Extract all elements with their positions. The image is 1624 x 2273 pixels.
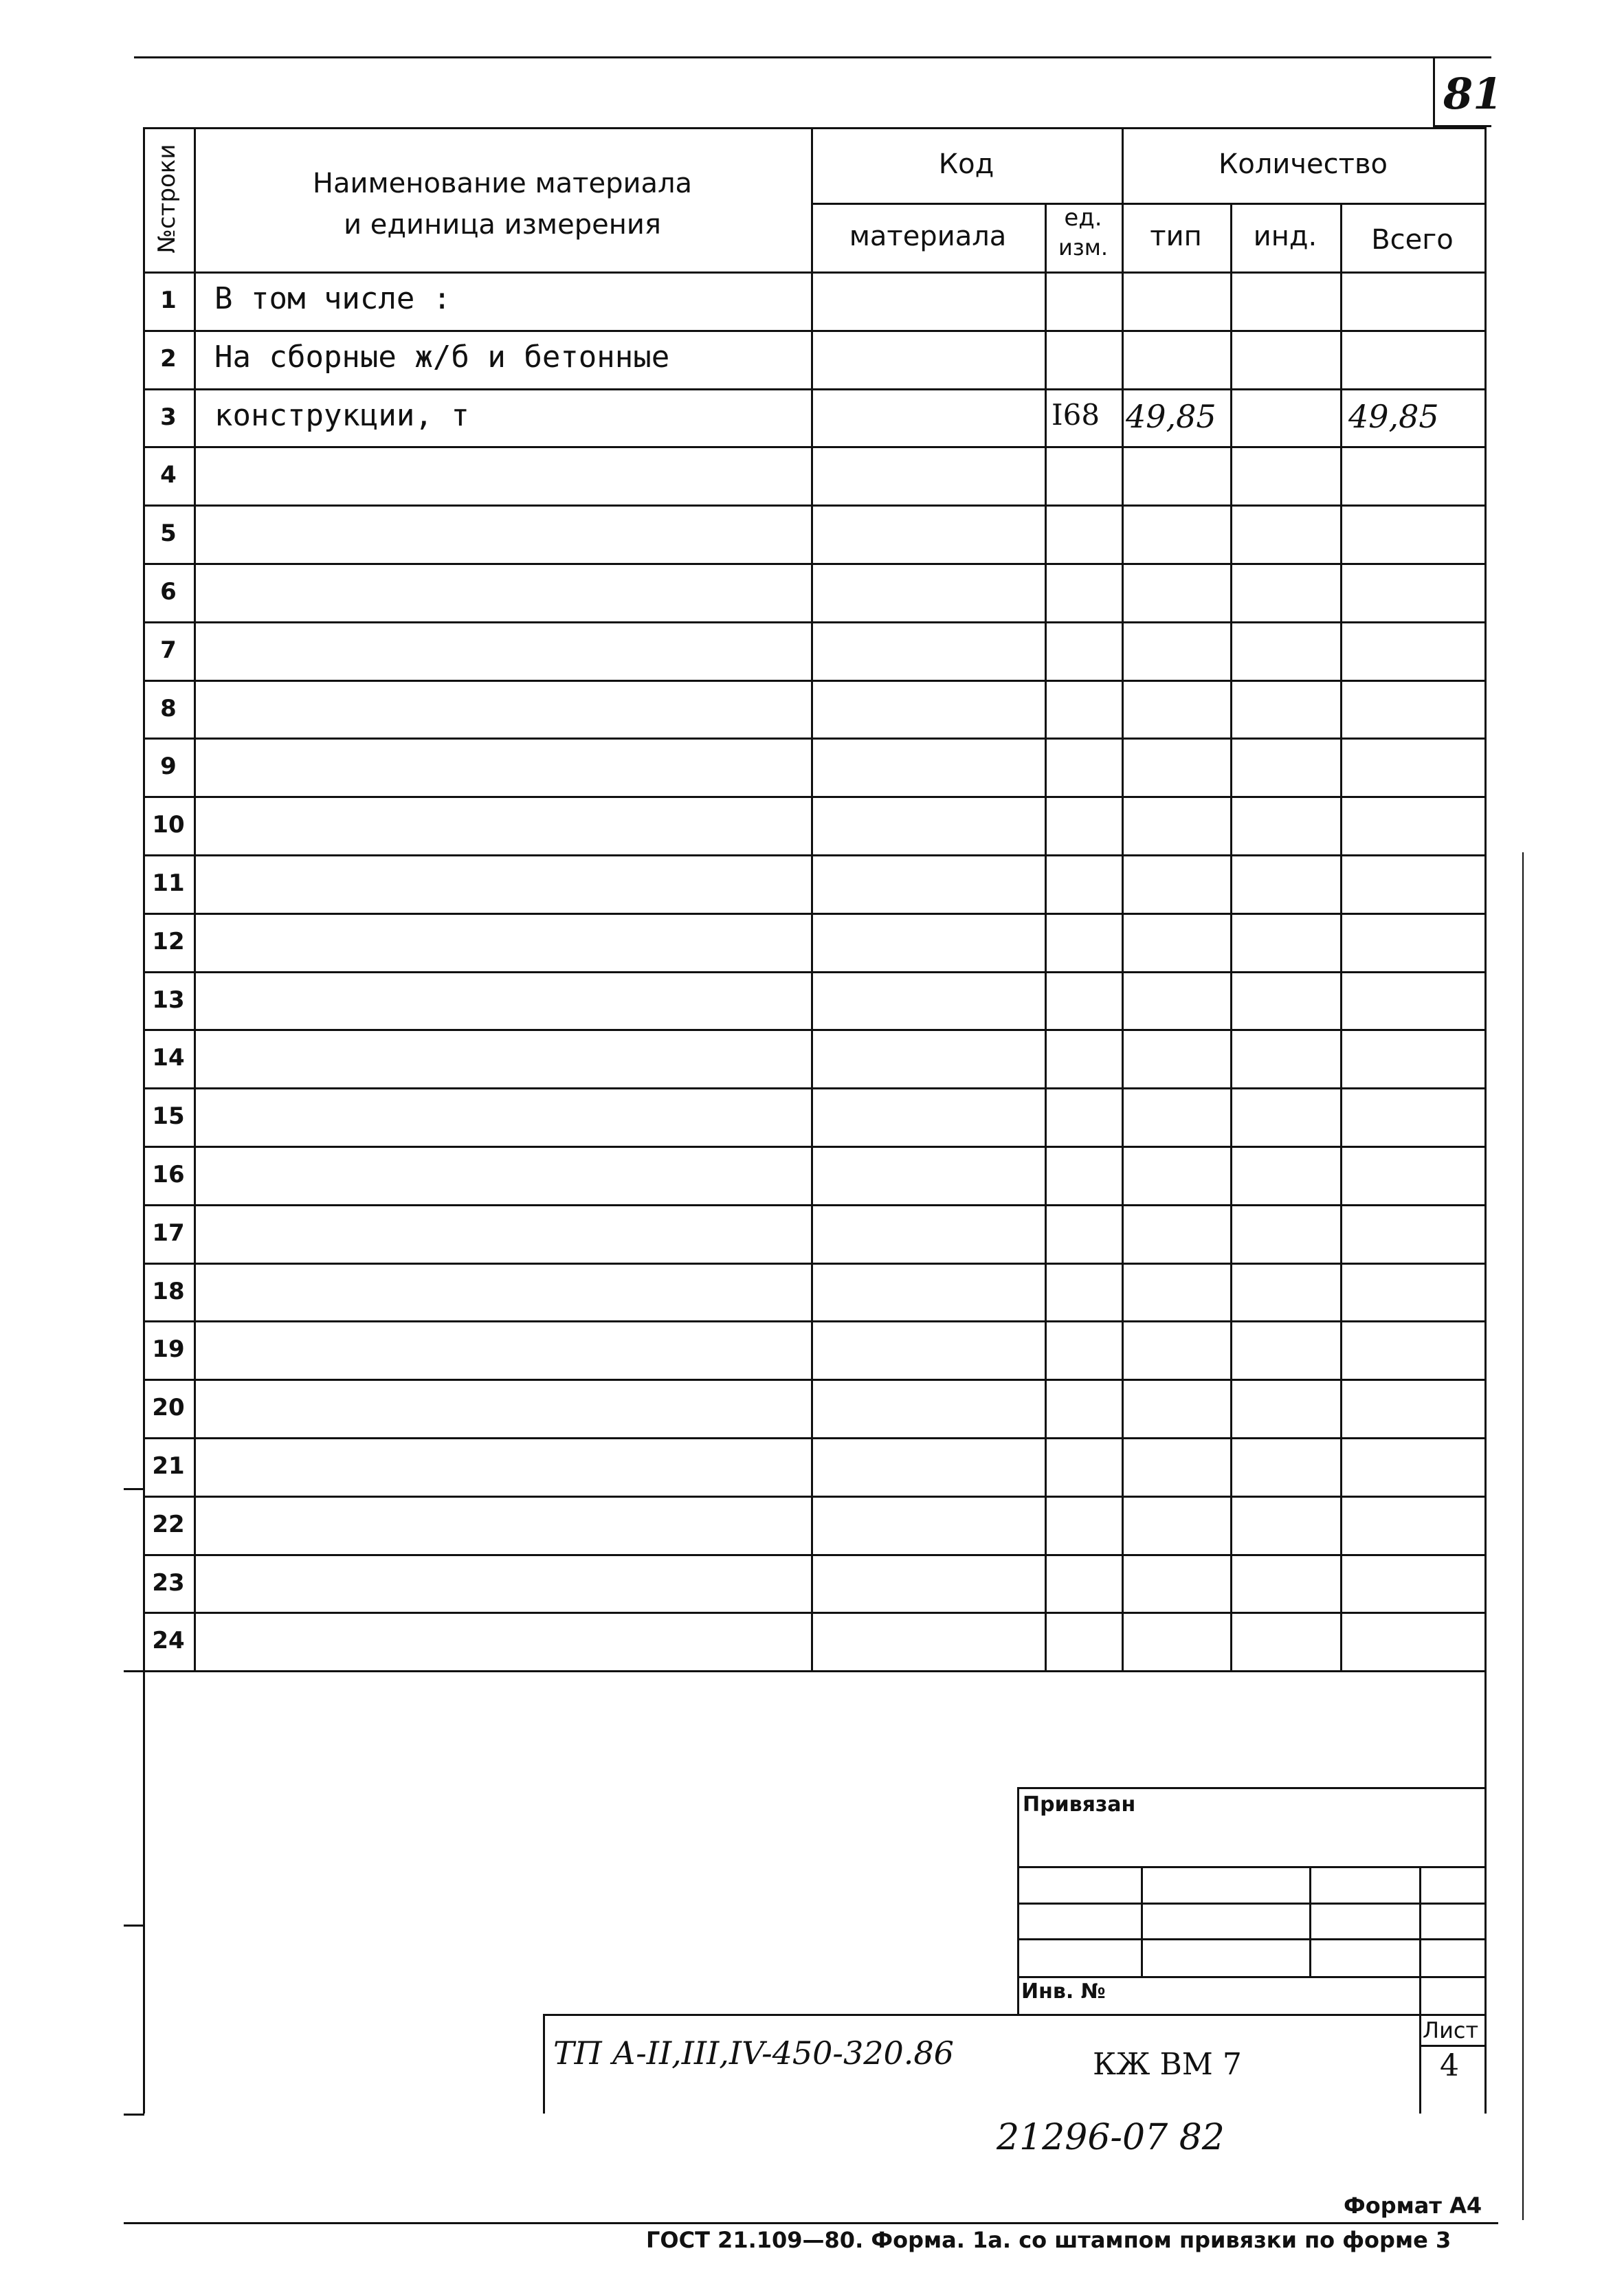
doc-code: ТП А-II,III,IV-450-320.86 xyxy=(553,2034,954,2072)
inv-no-label: Инв. № xyxy=(1021,1980,1106,2004)
gost-note: ГОСТ 21.109—80. Форма. 1а. со штампом привязки по форме 3 xyxy=(646,2227,1451,2253)
table-row xyxy=(0,1029,1624,1087)
row-number: 14 xyxy=(152,1044,185,1072)
table-row xyxy=(0,1379,1624,1437)
row-number: 1 xyxy=(160,287,177,314)
row-number: 5 xyxy=(160,520,177,548)
row-name: В том числе : xyxy=(214,281,452,316)
row-number: 18 xyxy=(152,1277,185,1305)
sheet-number: 4 xyxy=(1440,2048,1459,2083)
header-row-number: №строки xyxy=(153,144,181,254)
row-number: 9 xyxy=(160,753,177,781)
row-number: 8 xyxy=(160,694,177,722)
row-number: 6 xyxy=(160,578,177,606)
row-number: 17 xyxy=(152,1219,185,1247)
table-row xyxy=(0,1263,1624,1321)
row-number: 10 xyxy=(152,811,185,839)
row-number: 13 xyxy=(152,986,185,1014)
header-name-line1: Наименование материала xyxy=(312,168,693,199)
row-number: 16 xyxy=(152,1161,185,1188)
table-row xyxy=(0,738,1624,796)
header-type: тип xyxy=(1150,221,1202,252)
table-row xyxy=(0,1437,1624,1496)
table-row xyxy=(0,505,1624,563)
table-row xyxy=(0,388,1624,447)
footer-line xyxy=(124,2222,1498,2224)
row-number: 7 xyxy=(160,636,177,664)
row-number: 24 xyxy=(152,1627,185,1655)
header-quantity: Количество xyxy=(1218,148,1388,180)
table-bottom-border xyxy=(143,1670,1487,1672)
table-row xyxy=(0,680,1624,738)
table-row xyxy=(0,854,1624,913)
row-number: 23 xyxy=(152,1568,185,1597)
table-row xyxy=(0,1204,1624,1263)
sheet-corner-number: 81 xyxy=(1443,69,1503,119)
row-number: 19 xyxy=(152,1335,185,1364)
row-number: 22 xyxy=(152,1510,185,1538)
bound-label: Привязан xyxy=(1023,1793,1136,1817)
sheet-label: Лист xyxy=(1423,2017,1479,2043)
row-number: 15 xyxy=(152,1102,185,1131)
header-unit-line2: изм. xyxy=(1058,234,1109,260)
table-row xyxy=(0,271,1624,330)
table-row xyxy=(0,1087,1624,1146)
header-code: Код xyxy=(938,148,994,180)
row-number: 11 xyxy=(152,869,185,897)
table-row xyxy=(0,621,1624,680)
table-row xyxy=(0,1146,1624,1204)
header-total: Всего xyxy=(1371,224,1454,256)
format-label: Формат А4 xyxy=(1344,2193,1482,2219)
table-row xyxy=(0,1554,1624,1612)
header-unit-line1: ед. xyxy=(1064,204,1102,232)
row-number: 3 xyxy=(160,403,177,431)
header-ind: инд. xyxy=(1253,221,1317,252)
table-row xyxy=(0,796,1624,854)
row-unit: I68 xyxy=(1052,397,1100,432)
row-number: 12 xyxy=(152,927,185,955)
row-name: конструкции, т xyxy=(214,397,469,433)
header-name-line2: и единица измерения xyxy=(344,209,661,241)
archive-number: 21296-07 82 xyxy=(997,2117,1225,2158)
row-name: На сборные ж/б и бетонные xyxy=(214,339,670,375)
table-row xyxy=(0,563,1624,621)
table-row xyxy=(0,1496,1624,1554)
section-code: КЖ ВМ 7 xyxy=(1093,2047,1242,2082)
table-row xyxy=(0,446,1624,505)
table-row xyxy=(0,1320,1624,1379)
row-total: 49,85 xyxy=(1348,397,1439,435)
header-material: материала xyxy=(849,221,1007,252)
table-row xyxy=(0,971,1624,1030)
table-row xyxy=(0,1612,1624,1670)
row-number: 21 xyxy=(152,1452,185,1480)
right-margin-line xyxy=(1522,852,1524,2220)
table-row xyxy=(0,330,1624,388)
row-number: 2 xyxy=(160,344,177,373)
table-row xyxy=(0,913,1624,971)
row-number: 20 xyxy=(152,1394,185,1422)
row-type: 49,85 xyxy=(1126,397,1216,435)
row-number: 4 xyxy=(160,461,177,489)
